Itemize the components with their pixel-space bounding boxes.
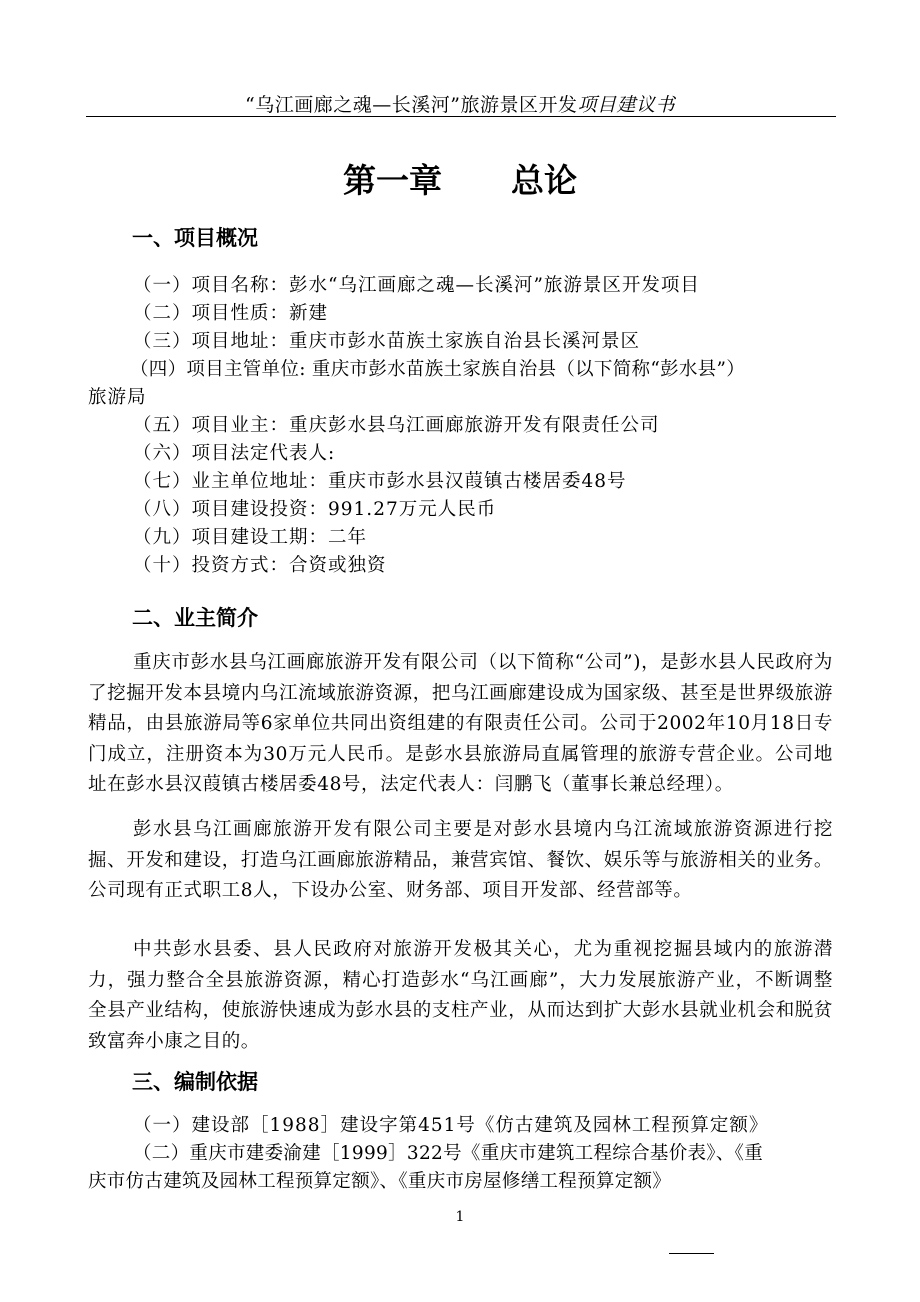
overview-item: （一）项目名称：彭水“乌江画廊之魂—长溪河”旅游景区开发项目 xyxy=(133,275,700,296)
basis-item: （一）建设部［1988］建设字第451号《仿古建筑及园林工程预算定额》 xyxy=(133,1115,769,1136)
page-number: 1 xyxy=(455,1209,465,1225)
owner-paragraph: 重庆市彭水县乌江画廊旅游开发有限公司（以下简称“公司”)，是彭水县人民政府为了挖掘开发本县境内乌江流域旅游资源，把乌江画廊建设成为国家级、甚至是世界级旅游精品，由县旅游局等6家单位共同出资组建的有限责任公司。公司于2002年10月18日专门成立，注册资本为30万元人民币。是彭水县旅游局直属管理的旅游专营企业。公司地址在彭水县汉葭镇古楼居委48号，法定代表人：闫鹏飞（董事长兼总经理）。 xyxy=(88,652,833,795)
chapter-title: 第一章 总论 xyxy=(343,161,577,200)
header-title: “乌江画廊之魂—长溪河”旅游景区开发 xyxy=(245,94,578,116)
overview-item: （八）项目建设投资：991.27万元人民币 xyxy=(133,499,497,520)
running-header xyxy=(0,90,920,117)
overview-item: （七）业主单位地址：重庆市彭水县汉葭镇古楼居委48号 xyxy=(133,471,627,492)
overview-item: （六）项目法定代表人: xyxy=(133,443,336,464)
owner-paragraph: 彭水县乌江画廊旅游开发有限公司主要是对彭水县境内乌江流域旅游资源进行挖掘、开发和建设，打造乌江画廊旅游精品，兼营宾馆、餐饮、娱乐等与旅游相关的业务。公司现有正式职工8人，下设办公室、财务部、项目开发部、经营部等。 xyxy=(88,819,833,901)
overview-item: （三）项目地址：重庆市彭水苗族土家族自治县长溪河景区 xyxy=(133,331,641,352)
overview-item-continuation: 旅游局 xyxy=(88,387,147,408)
overview-item: （二）项目性质：新建 xyxy=(133,303,329,324)
header-divider xyxy=(86,116,836,117)
owner-paragraph: 中共彭水县委、县人民政府对旅游开发极其关心，尤为重视挖掘县域内的旅游潜力，强力整合全县旅游资源，精心打造彭水“乌江画廊”，大力发展旅游产业，不断调整全县产业结构，使旅游快速成为彭水县的支柱产业，从而达到扩大彭水县就业机会和脱贫致富奔小康之目的。 xyxy=(88,939,833,1052)
basis-item-continuation: 庆市仿古建筑及园林工程预算定额》、《重庆市房屋修缮工程预算定额》 xyxy=(88,1171,672,1192)
overview-item: （九）项目建设工期：二年 xyxy=(133,527,368,548)
section-heading-overview: 一、项目概况 xyxy=(132,225,258,250)
overview-item: （十）投资方式：合资或独资 xyxy=(133,555,387,576)
section-heading-basis: 三、编制依据 xyxy=(132,1069,258,1094)
overview-item: （四）项目主管单位: 重庆市彭水苗族土家族自治县（以下简称“彭水县”） xyxy=(130,359,746,380)
basis-item: （二）重庆市建委渝建［1999］322号《重庆市建筑工程综合基价表》、《重 xyxy=(133,1143,763,1164)
section-heading-owner: 二、业主简介 xyxy=(132,605,258,630)
header-title-italic: 项目建议书 xyxy=(577,94,675,116)
footer-rule xyxy=(669,1253,714,1254)
overview-item: （五）项目业主：重庆彭水县乌江画廊旅游开发有限责任公司 xyxy=(133,415,660,436)
